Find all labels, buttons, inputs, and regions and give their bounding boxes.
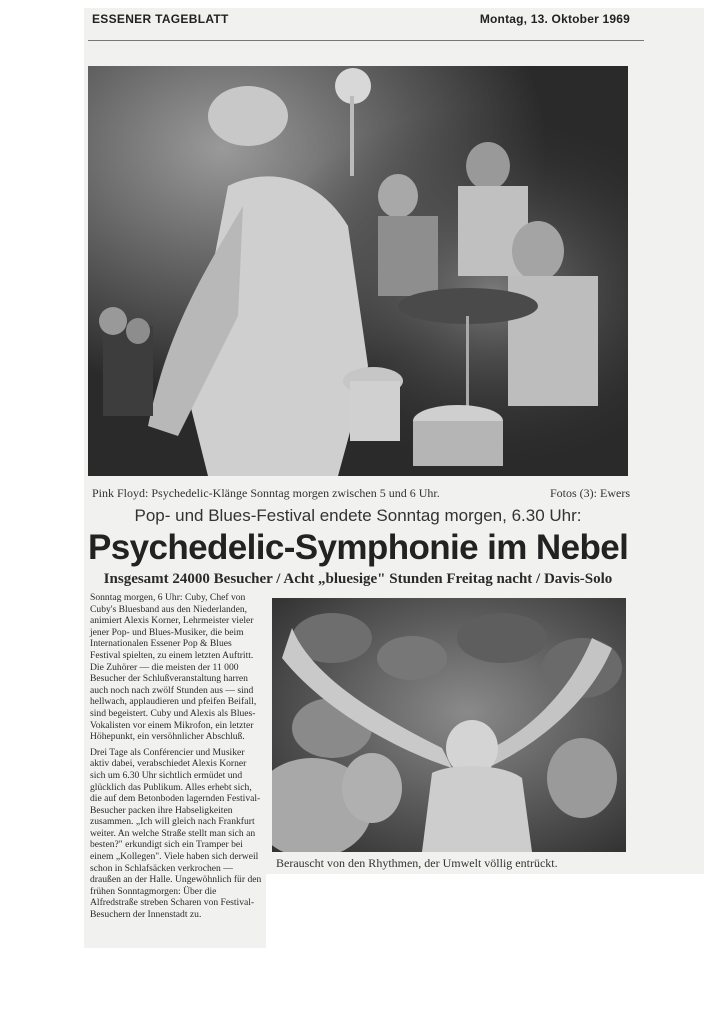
top-photo-caption: Pink Floyd: Psychedelic-Klänge Sonntag morgen zwischen 5 und 6 Uhr.	[92, 486, 440, 500]
issue-date: Montag, 13. Oktober 1969	[479, 12, 630, 26]
article-paragraph: Drei Tage als Conférencier und Musiker aktiv dabei, verabschiedet Alexis Korner sich um 6.30 Uhr sichtlich ermüdet und glücklich das Publikum. Alles erhebt sich, die auf dem Betonboden lagernden Festival-Besucher packen ihre Habseligkeiten zusammen. „Ich will gleich nach Frankfurt weiter. An welche Straße stellt man sich an besten?" erkundigt sich ein Tramper bei einem „Kollegen". Viele haben sich derweil schon in Schlafsäcken verkrochen — draußen an der Halle. Ungewöhnlich für den frühen Sonntagmorgen: Über die Alfredstraße streben Scharen von Festival-Besuchern der Innenstadt zu.	[90, 746, 262, 921]
article-paragraph: Sonntag morgen, 6 Uhr: Cuby, Chef von Cuby's Bluesband aus den Niederlanden, animiert Alexis Korner, Lehrmeister vieler jener Pop- und Blues-Musiker, die beim Internationalen Essener Pop & Blues Festival spielten, zu einem letzten Auftritt. Die Zuhörer — die meisten der 11 000 Besucher der Schlußveranstaltung harren auch noch nach zwölf Stunden aus — sind hellwach, applaudieren und pfeifen Beifall, sind begeistert. Cuby und Alexis als Blues-Vokalisten vor einem Mikrofon, ein letzter Höhepunkt, ein versöhnlicher Abschluß.	[90, 592, 257, 743]
crowd-photo-caption: Berauscht von den Rhythmen, der Umwelt völlig entrückt.	[276, 856, 558, 870]
concert-photo-image	[88, 66, 628, 476]
newspaper-name: ESSENER TAGEBLATT	[92, 12, 229, 26]
crowd-photo-image	[272, 598, 626, 852]
masthead-rule	[88, 40, 644, 41]
concert-photo	[88, 66, 628, 476]
article-subheadline: Insgesamt 24000 Besucher / Acht „bluesige" Stunden Freitag nacht / Davis-Solo	[103, 571, 613, 587]
photo-credit: Fotos (3): Ewers	[550, 486, 630, 500]
article-kicker: Pop- und Blues-Festival endete Sonntag morgen, 6.30 Uhr:	[134, 506, 582, 525]
article-body	[90, 592, 264, 921]
article-headline: Psychedelic-Symphonie im Nebel	[88, 528, 629, 567]
crowd-photo	[272, 598, 626, 852]
